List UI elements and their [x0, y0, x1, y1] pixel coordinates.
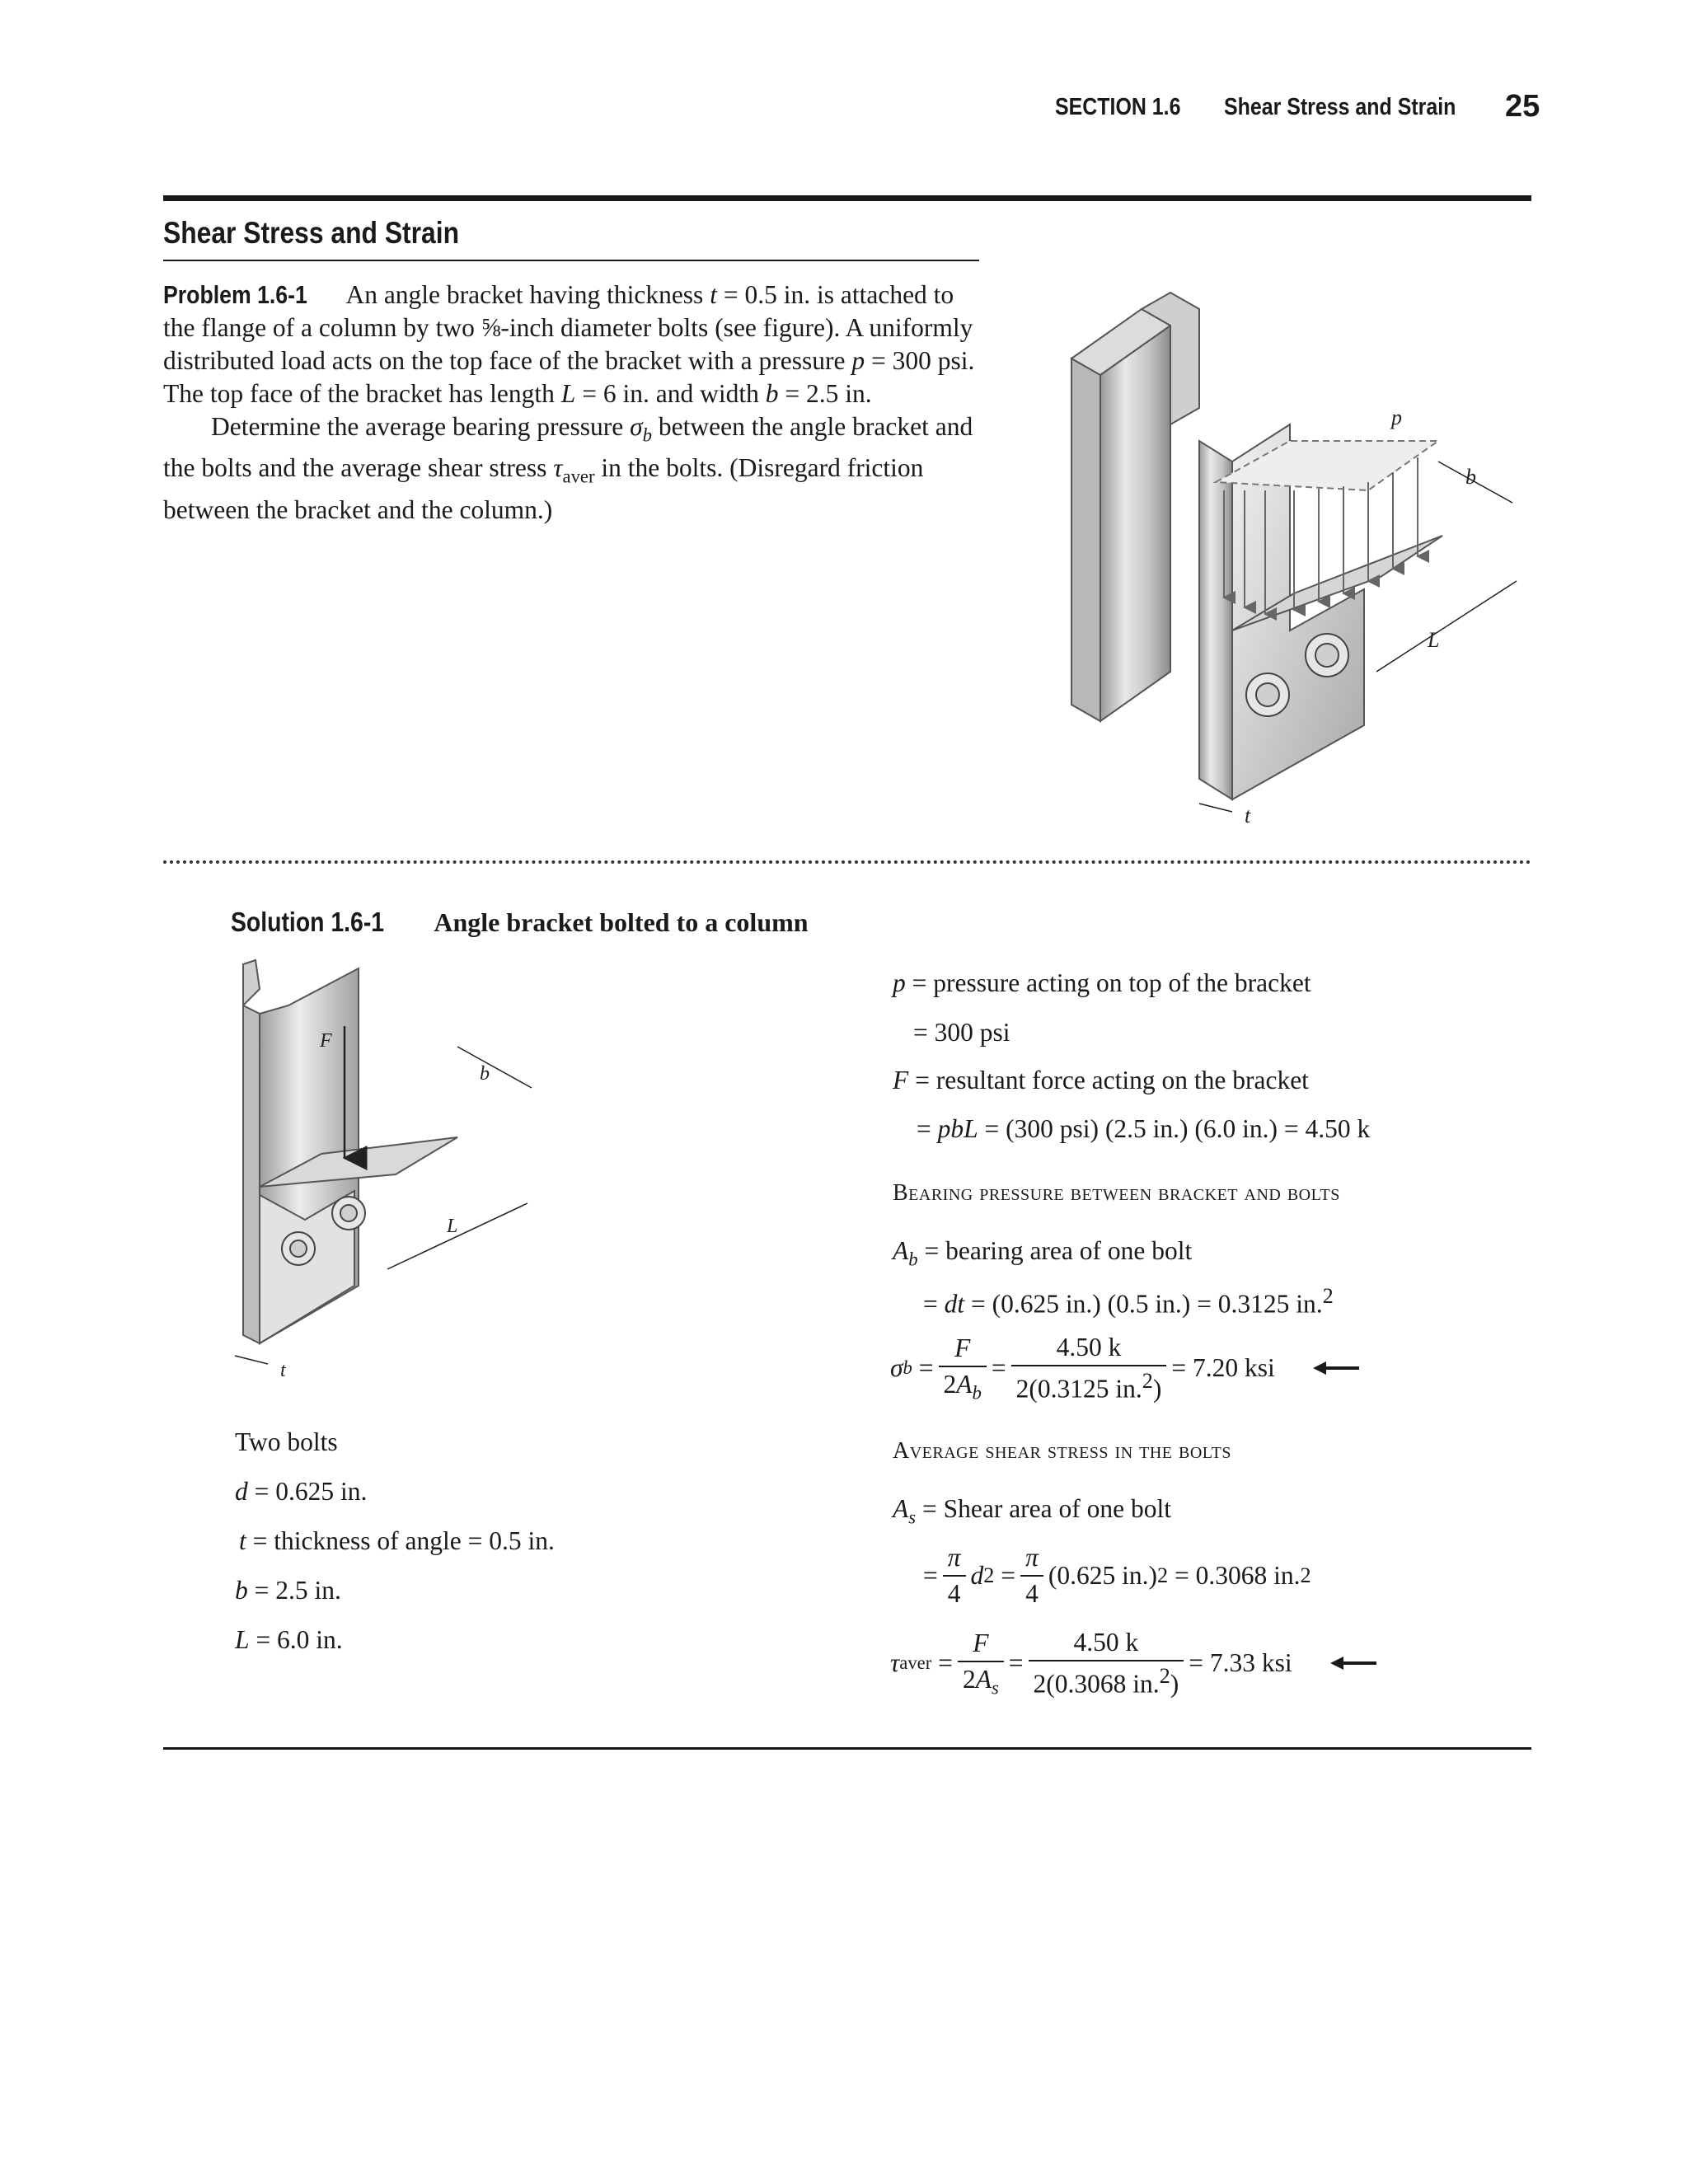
- pi-over-4-a: $\frac{\pi}{4}$: [943, 1543, 966, 1609]
- shear-heading: Average shear stress in the bolts: [893, 1438, 1232, 1464]
- tau-result: = 7.33 ksi: [1189, 1648, 1292, 1678]
- heading-rule: [163, 260, 979, 261]
- dim-t-line: [1199, 804, 1232, 812]
- eq-F-value: = pbL = (300 psi) (2.5 in.) (6.0 in.) = 4.50 k: [917, 1114, 1371, 1143]
- problem-figure: [1055, 284, 1550, 845]
- solution-title: Angle bracket bolted to a column: [434, 907, 809, 937]
- dim-L-line: [1376, 581, 1517, 672]
- eq-p-value: = 300 psi: [913, 1018, 1010, 1047]
- column-web: [1100, 326, 1170, 721]
- eq-Ab-definition: $A_b$ = bearing area of one bolt: [893, 1236, 1193, 1270]
- bearing-heading: Bearing pressure between bracket and bolts: [893, 1180, 1340, 1206]
- tau-fraction-1: $\frac{F}{2A_s}$: [958, 1629, 1004, 1699]
- label-p: p: [1391, 405, 1402, 429]
- label-F: F: [320, 1030, 332, 1052]
- dim-b-line: [457, 1047, 532, 1088]
- answer-arrow-icon: [1330, 1655, 1376, 1671]
- problem-paragraph-2: Determine the average bearing pressure $\sigma_b$ between the angle bracket and the bolts and the average shear stress $\tau_{aver}$ in the bolts. (Disregard friction between the bracket and the column.): [163, 412, 973, 524]
- dim-t-line: [235, 1356, 268, 1364]
- eq-As-definition: $A_s$ = Shear area of one bolt: [893, 1494, 1171, 1528]
- label-L: L: [1428, 628, 1440, 652]
- eq-p-definition: p = pressure acting on top of the bracket: [893, 968, 1311, 997]
- eq-F-definition: F = resultant force acting on the bracket: [893, 1066, 1309, 1094]
- problem-paragraph-1: Problem 1.6-1 An angle bracket having thickness t = 0.5 in. is attached to the flange of a column by two ⅝-inch diameter bolts (see figure). A uniformly distributed load acts on the top face of the bracket with a pressure p = 300 psi. The top face of the bracket has length L = 6 in. and width b = 2.5 in.: [163, 280, 975, 408]
- eq-As-calc: = $\frac{\pi}{4}$ d 2 = $\frac{\pi}{4}$ (0.625 in.) 2 = 0.3068 in. 2: [923, 1543, 1311, 1608]
- eq-sigma-b: σ b = $\frac{F}{2A_b}$ = $\frac{4.50 k}{2(0.3125 in.^2)}$ = 7.20 ksi: [890, 1333, 1359, 1404]
- label-b: b: [480, 1063, 490, 1085]
- label-L: L: [447, 1216, 458, 1237]
- given-d: d = 0.625 in.: [235, 1477, 368, 1506]
- section-heading: Shear Stress and Strain: [163, 216, 460, 250]
- column-flange: [1071, 359, 1100, 721]
- given-heading: Two bolts: [235, 1427, 338, 1456]
- tau-fraction-2: $\frac{4.50 k}{2(0.3068 in.^2)}$: [1029, 1628, 1184, 1699]
- bracket-vertical-leg: [1199, 441, 1232, 799]
- solution-heading: [231, 907, 809, 938]
- running-head: [1055, 94, 1493, 121]
- top-rule: [163, 195, 1531, 201]
- sigma-fraction-1: $\frac{F}{2A_b}$: [939, 1333, 987, 1404]
- eq-tau-aver: τ aver = $\frac{F}{2A_s}$ = $\frac{4.50 k}{2(0.3068 in.^2)}$ = 7.33 ksi: [890, 1628, 1376, 1699]
- eq-Ab-value: = dt = (0.625 in.) (0.5 in.) = 0.3125 in.$^2$: [923, 1284, 1334, 1319]
- sigma-result: = 7.20 ksi: [1171, 1353, 1275, 1383]
- bracket-vertical-leg: [243, 1005, 260, 1343]
- section-label: SECTION 1.6: [1055, 94, 1181, 120]
- problem-statement: [163, 279, 979, 527]
- page-number: 25: [1505, 89, 1540, 124]
- label-t: t: [1245, 804, 1251, 827]
- pi-over-4-b: $\frac{\pi}{4}$: [1020, 1543, 1043, 1609]
- answer-arrow-icon: [1313, 1360, 1359, 1376]
- solution-label: Solution 1.6-1: [231, 907, 385, 937]
- sigma-fraction-2: $\frac{4.50 k}{2(0.3125 in.^2)}$: [1011, 1333, 1167, 1404]
- label-b: b: [1465, 465, 1476, 489]
- section-title: Shear Stress and Strain: [1224, 94, 1456, 120]
- label-t: t: [280, 1360, 286, 1381]
- problem-label: Problem 1.6-1: [163, 280, 307, 309]
- given-t: t = thickness of angle = 0.5 in.: [239, 1526, 555, 1555]
- bracket-top-face: [1216, 441, 1438, 490]
- given-L: L = 6.0 in.: [235, 1625, 343, 1654]
- flange-edge: [243, 960, 260, 1005]
- bottom-rule: [163, 1747, 1531, 1750]
- solution-figure: [223, 956, 569, 1385]
- given-b: b = 2.5 in.: [235, 1576, 341, 1605]
- dotted-separator: [163, 860, 1531, 864]
